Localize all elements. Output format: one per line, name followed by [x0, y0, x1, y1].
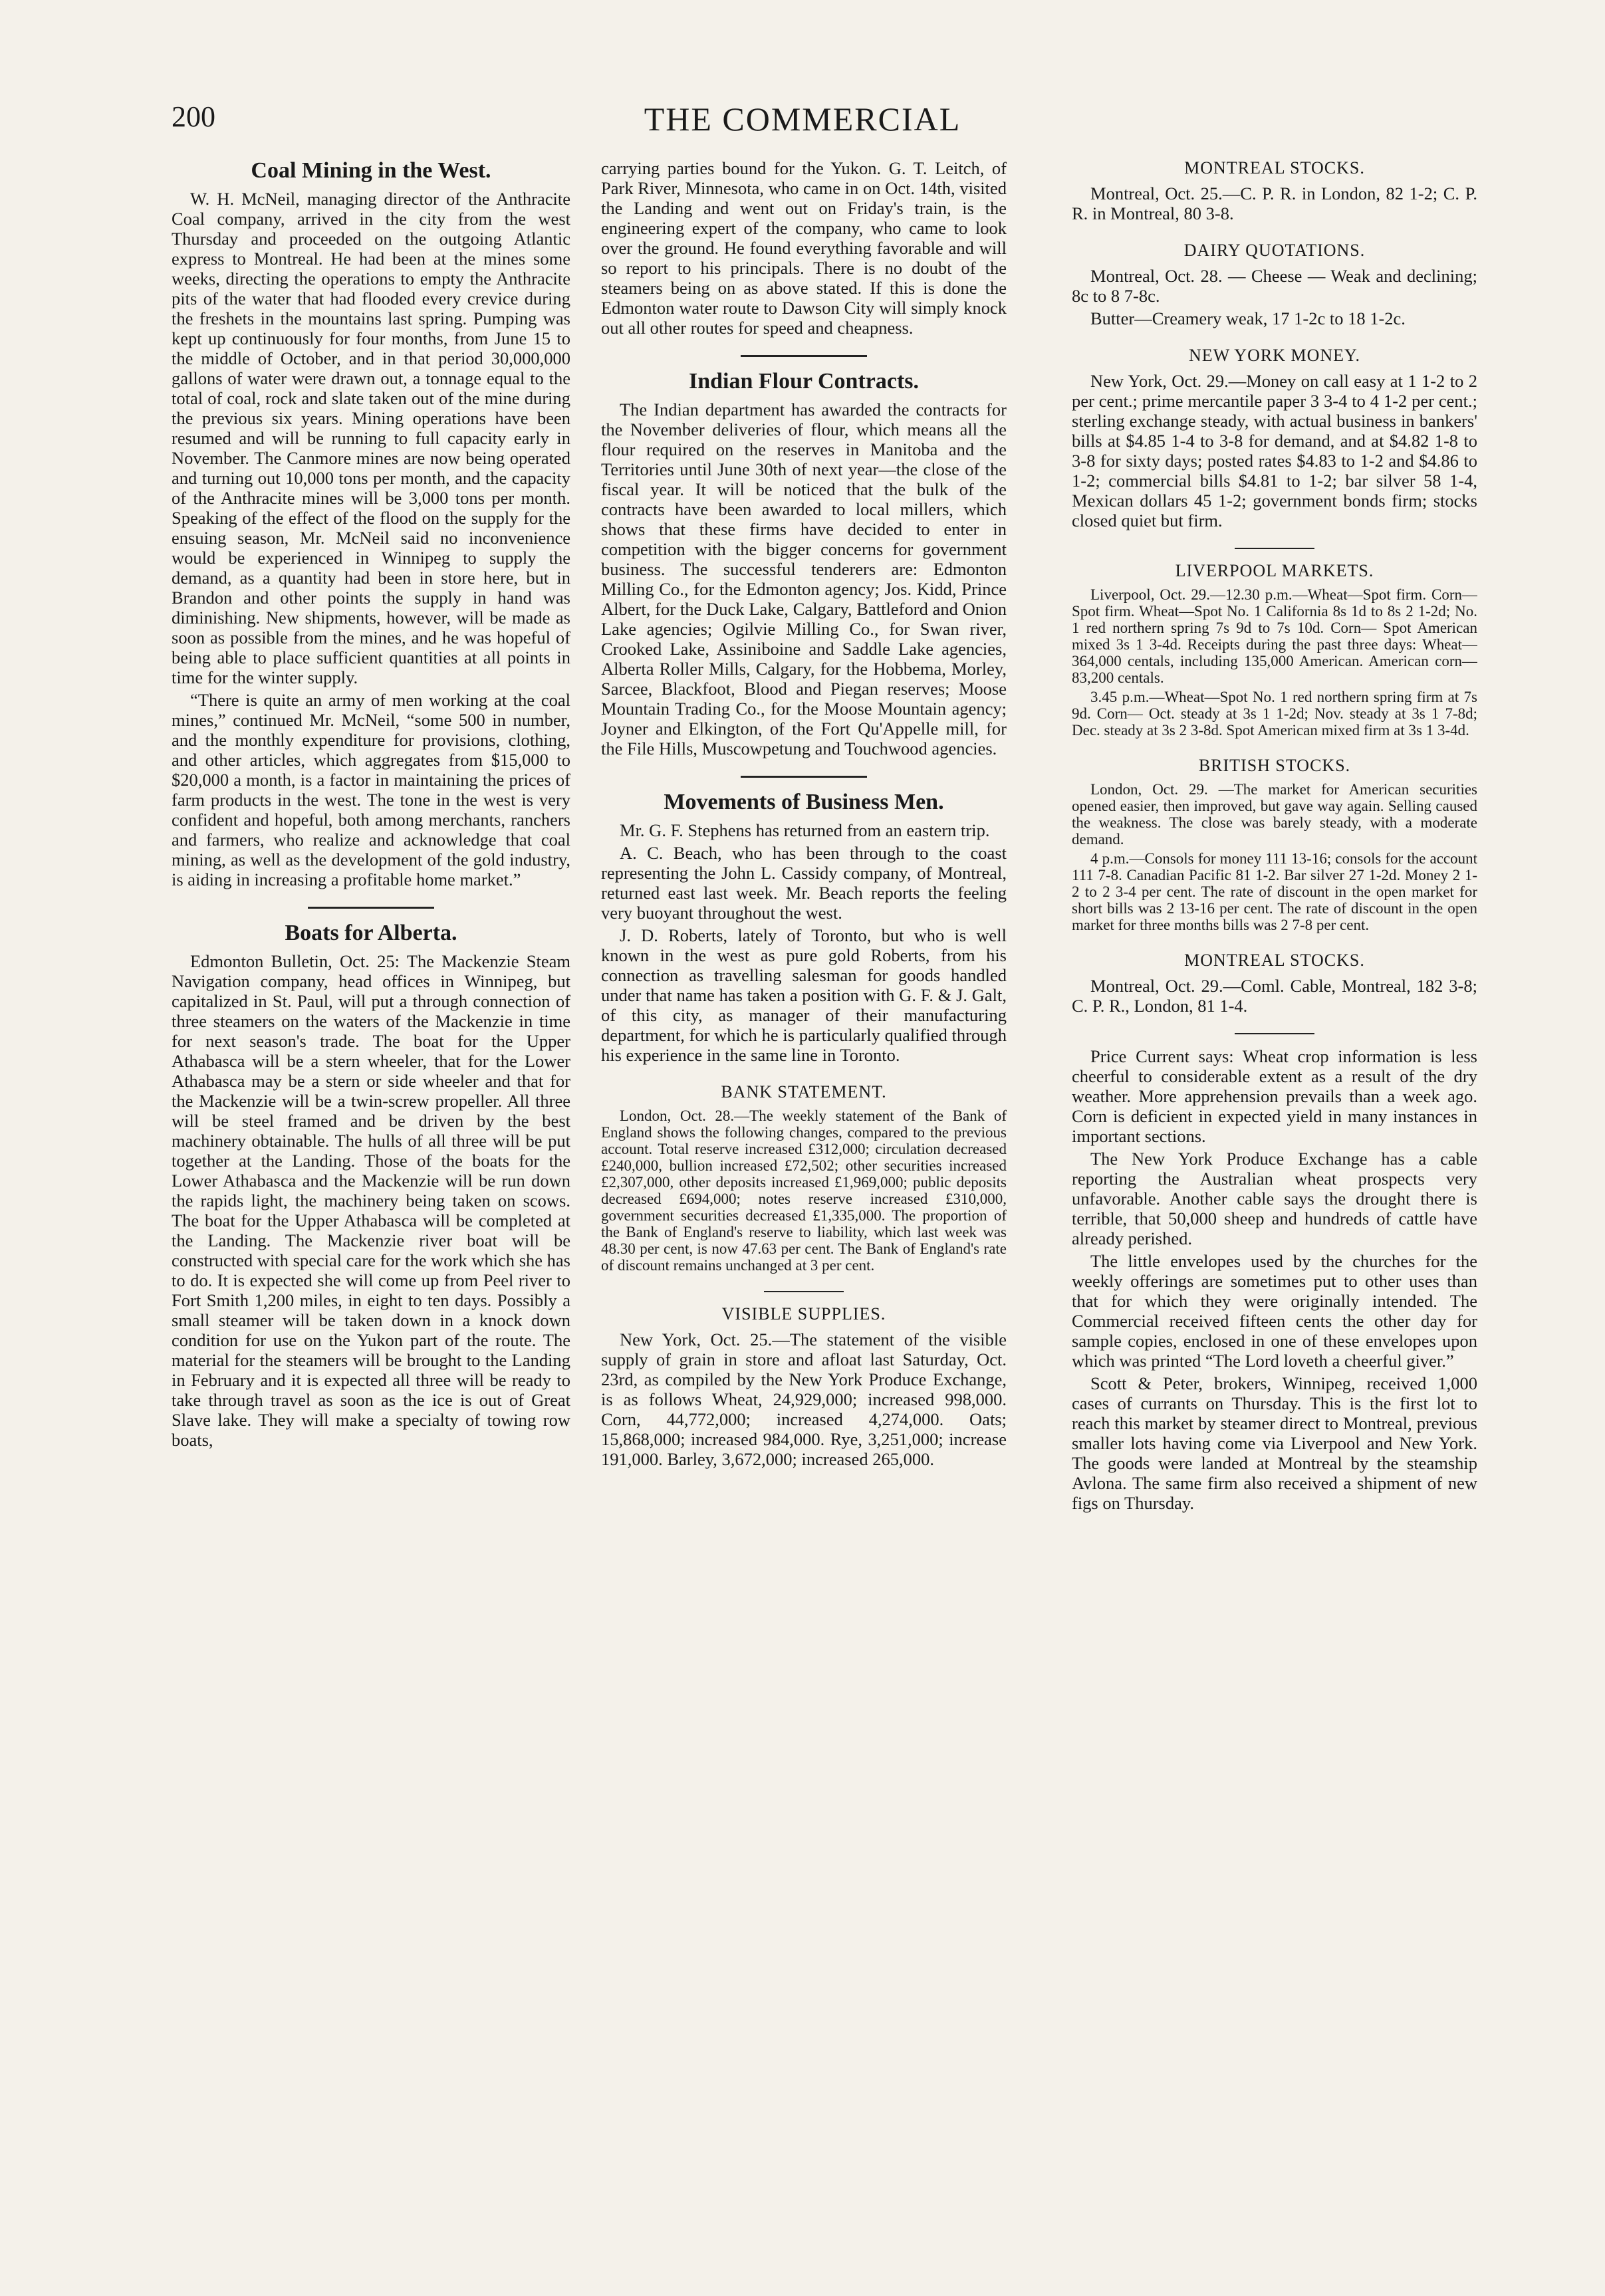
dairy-p2: Butter—Creamery weak, 17 1-2c to 18 1-2c.	[1090, 308, 1406, 328]
nymoney-p1: New York, Oct. 29.—Money on call easy at 1 1-2 to 2 per cent.; prime mercantile paper 3 3-4 to 4 1-2 per cent.; sterling exchange steady, with actual business in bankers' bills at $4.85 1-4 to 3-8 for demand, and at $4.82 1-8 to 3-8 for sixty days; posted rates $4.83 to 1-2 and $4.86 to 1-2; commercial bills $4.81 to 1-2; bar silver 58 1-4, Mexican dollars 45 1-2; government bonds firm; stocks closed quiet but firm.	[1072, 371, 1477, 530]
liverpool-p1: Liverpool, Oct. 29.—12.30 p.m.—Wheat—Spot firm. Corn— Spot firm. Wheat—Spot No. 1 California 8s 1d to 8s 2 1-2d; No. 1 red northern spring 7s 9d to 7s 10d. Corn— Spot American mixed 3s 1 3-4d. Receipts during the past three days: Wheat—364,000 centals, including 135,000 American. American corn—83,200 centals.	[1072, 586, 1477, 686]
flour-article	[601, 369, 1007, 758]
dairy-article	[1072, 241, 1477, 328]
flour-p1: The Indian department has awarded the contracts for the November deliveries of flour, which means all the flour required on the reserves in Manitoba and the Territories until June 30th of next year—the close of the fiscal year. It will be noticed that the bulk of the contracts have been awarded to local millers, which shows that these firms have decided to enter in competition with the bigger concerns for government business. The successful tenderers are: Edmonton Milling Co., for the Edmonton agency; Jos. Kidd, Prince Albert, for the Duck Lake, Calgary, Battleford and Onion Lake agencies; Ogilvie Milling Co., for Swan river, Crooked Lake, Assiniboine and Saddle Lake agencies, Alberta Roller Mills, Calgary, for the Hobbema, Morley, Sarcee, Blackfoot, Blood and Piegan reserves; Moose Mountain Trading Co., for the Moose Mountain agency; Joyner and Elkington, of the Fort Qu'Appelle mill, for the File Hills, Muscowpetung and Touchwood agencies.	[601, 400, 1007, 758]
british-p1: London, Oct. 29. —The market for American securities opened easier, then improved, but gave way again. Selling caused the weakness. The close was barely steady, with a moderate demand.	[1072, 781, 1477, 848]
british-p2: 4 p.m.—Consols for money 111 13-16; consols for the account 111 7-8. Canadian Pacific 81 1-2. Bar silver 27 1-2d. Money 2 1-2 to 2 3-4 per cent. The rate of discount in the open market for short bills was 2 13-16 per cent. The rate of discount in the open market for three months bills was 2 7-8 per cent.	[1072, 850, 1477, 933]
bank-headline: BANK STATEMENT.	[721, 1082, 887, 1101]
misc-p2: The New York Produce Exchange has a cable reporting the Australian wheat prospects very unfavorable. Another cable says the drought there is terrible, that 50,000 sheep and hundreds of cattle have already perished.	[1072, 1149, 1477, 1248]
movements-p1: Mr. G. F. Stephens has returned from an eastern trip.	[620, 820, 990, 840]
bank-article	[601, 1082, 1007, 1274]
liverpool-headline: LIVERPOOL MARKETS.	[1175, 561, 1374, 580]
divider	[764, 1291, 844, 1292]
dairy-headline: DAIRY QUOTATIONS.	[1183, 241, 1366, 260]
divider	[1235, 548, 1314, 549]
liverpool-p2: 3.45 p.m.—Wheat—Spot No. 1 red northern spring firm at 7s 9d. Corn— Oct. steady at 3s 1 1-2d; Nov. steady at 3s 1 7-8d; Dec. steady at 3s 2 3-8d. Spot American mixed firm at 3s 1 3-4d.	[1072, 689, 1477, 739]
divider	[308, 907, 434, 909]
british-article	[1072, 756, 1477, 933]
british-headline: BRITISH STOCKS.	[1198, 756, 1351, 775]
coal-mining-headline: Coal Mining in the West.	[251, 158, 491, 183]
masthead: THE COMMERCIAL	[644, 100, 961, 138]
nymoney-headline: NEW YORK MONEY.	[1189, 346, 1360, 365]
montreal-stocks-2	[1072, 951, 1477, 1016]
nymoney-article	[1072, 346, 1477, 530]
montreal-stocks-1	[1072, 158, 1477, 223]
misc-items	[1072, 1046, 1477, 1513]
movements-p3: J. D. Roberts, lately of Toronto, but who is well known in the west as pure gold Roberts, from his connection as travelling salesman for goods handled under that name has taken a position with G. F. & J. Galt, of this city, as manager of their manufacturing department, for which he is particularly qualified through his experience in the same line in Toronto.	[601, 925, 1007, 1065]
visible-headline: VISIBLE SUPPLIES.	[721, 1304, 886, 1323]
boats-headline: Boats for Alberta.	[285, 921, 457, 945]
visible-p1: New York, Oct. 25.—The statement of the visible supply of grain in store and afloat last Saturday, Oct. 23rd, as compiled by the New York Produce Exchange, is as follows Wheat, 24,929,000; increased 998,000. Corn, 44,772,000; increased 4,274,000. Oats; 15,868,000; increased 984,000. Rye, 3,251,000; increase 191,000. Barley, 3,672,000; increased 265,000.	[601, 1329, 1007, 1469]
dairy-p1: Montreal, Oct. 28. — Cheese — Weak and declining; 8c to 8 7-8c.	[1072, 266, 1477, 306]
boats-cont-p: carrying parties bound for the Yukon. G. T. Leitch, of Park River, Minnesota, who came in on Oct. 14th, visited the Landing and went out on Friday's train, is the engineering expert of the company, who came to look over the ground. He found everything favorable and will so report to his principals. There is no doubt of the steamers being on as above stated. If this is done the Edmonton water route to Dawson City will simply knock out all other routes for speed and cheapness.	[601, 158, 1007, 338]
misc-p4: Scott & Peter, brokers, Winnipeg, received 1,000 cases of currants on Thursday. This is the first lot to reach this market by steamer direct to Montreal, previous smaller lots having come via Liverpool and New York. The goods were landed at Montreal by the steamship Avlona. The same firm also received a shipment of new figs on Thursday.	[1072, 1373, 1477, 1513]
movements-headline: Movements of Business Men.	[664, 790, 944, 814]
montreal1-p1: Montreal, Oct. 25.—C. P. R. in London, 82 1-2; C. P. R. in Montreal, 80 3-8.	[1072, 183, 1477, 223]
liverpool-article	[1072, 561, 1477, 739]
boats-article	[172, 921, 570, 1450]
flour-headline: Indian Flour Contracts.	[688, 369, 920, 394]
divider	[741, 355, 867, 357]
divider	[741, 776, 867, 778]
montreal1-headline: MONTREAL STOCKS.	[1184, 158, 1365, 177]
middle-column	[601, 158, 1007, 2216]
coal-mining-p2: “There is quite an army of men working at the coal mines,” continued Mr. McNeil, “some 500 in number, and the monthly expenditure for provisions, clothing, and other articles, which aggregates from $15,000 to $20,000 a month, is a factor in maintaining the prices of farm products in the west. The tone in the west is very confident and hopeful, both among merchants, ranchers and farmers, who realize and acknowledge that coal mining, as well as the development of the gold industry, is aiding in increasing a profitable home market.”	[172, 690, 570, 889]
boats-continued	[601, 158, 1007, 338]
right-column	[1072, 158, 1477, 2216]
montreal2-headline: MONTREAL STOCKS.	[1184, 951, 1365, 970]
bank-p1: London, Oct. 28.—The weekly statement of the Bank of England shows the following changes, compared to the previous account. Total reserve increased £312,000; circulation decreased £240,000, bullion increased £72,502; other securities increased £2,307,000, other deposits increased £1,969,000; public deposits decreased £694,000; notes reserve increased £310,000, government securities decreased £1,335,000. The proportion of the Bank of England's reserve to liability, which last week was 48.30 per cent, is now 47.63 per cent. The Bank of England's rate of discount remains unchanged at 3 per cent.	[601, 1107, 1007, 1274]
misc-p3: The little envelopes used by the churches for the weekly offerings are sometimes put to other uses than that for which they were originally intended. The Commercial received fifteen cents the other day for sample copies, enclosed in one of these envelopes upon which was printed “The Lord loveth a cheerful giver.”	[1072, 1251, 1477, 1371]
visible-article	[601, 1304, 1007, 1469]
coal-mining-article	[172, 158, 570, 889]
boats-p1: Edmonton Bulletin, Oct. 25: The Mackenzie Steam Navigation company, head offices in Winnipeg, but capitalized in St. Paul, will put a through connection of three steamers on the waters of the Mackenzie in time for next season's trade. The boat for the Upper Athabasca will be a stern wheeler, that for the Lower Athabasca may be a stern or side wheeler and that for the Mackenzie will be a twin-screw propeller. All three will be steel framed and be driven by the best machinery obtainable. The hulls of all three will be put together at the Landing. Those of the boats for the Lower Athabasca and the Mackenzie will be run down the rapids light, the machinery being taken on scows. The boat for the Upper Athabasca will be completed at the Landing. The Mackenzie river boat will be constructed with special care for the work which she has to do. It is expected she will come up from Peel river to Fort Smith 1,200 miles, in eight to ten days. Possibly a small steamer will be taken down in a knock down condition for use on the Yukon part of the route. The material for the steamers will be brought to the Landing in February and it is expected all three will be ready to take through travel as soon as the ice is out of Great Slave lake. They will make a specialty of towing row boats,	[172, 951, 570, 1450]
movements-article	[601, 790, 1007, 1065]
misc-p1: Price Current says: Wheat crop information is less cheerful to considerable extent as a result of the dry weather. More apprehension prevails than a week ago. Corn is deficient in expected yield in many instances in important sections.	[1072, 1046, 1477, 1146]
montreal2-p1: Montreal, Oct. 29.—Coml. Cable, Montreal, 182 3-8; C. P. R., London, 81 1-4.	[1072, 976, 1477, 1016]
coal-mining-p1: W. H. McNeil, managing director of the Anthracite Coal company, arrived in the city from the west Thursday and proceeded on the outgoing Atlantic express to Montreal. He had been at the mines some weeks, directing the operations to empty the Anthracite pits of the water that had flooded every crevice during the freshets in the mountains last spring. Pumping was kept up continuously for four months, from June 15 to the middle of October, and in that period 30,000,000 gallons of water were drawn out, a tonnage equal to the total of coal, rock and slate taken out of the mine during the previous six years. Mining operations have been resumed and will be running to full capacity early in November. The Canmore mines are now being operated and turning out 10,000 tons per month, and the capacity of the Anthracite mines will be 3,000 tons per month. Speaking of the effect of the flood on the supply for the ensuing season, Mr. McNeil said no inconvenience would be experienced in Winnipeg to supply the demand, as a quantity had been in store here, but in Brandon and other points the supply in hand was diminishing. New shipments, however, will be made as soon as possible from the mines, and he was hopeful of being able to place sufficient quantities at all points in time for the winter supply.	[172, 189, 570, 687]
movements-p2: A. C. Beach, who has been through to the coast representing the John L. Cassidy company, of Montreal, returned east last week. Mr. Beach reports the feeling very buoyant throughout the west.	[601, 843, 1007, 923]
left-column	[172, 158, 570, 2216]
divider	[1235, 1033, 1314, 1034]
page-number: 200	[172, 100, 215, 133]
